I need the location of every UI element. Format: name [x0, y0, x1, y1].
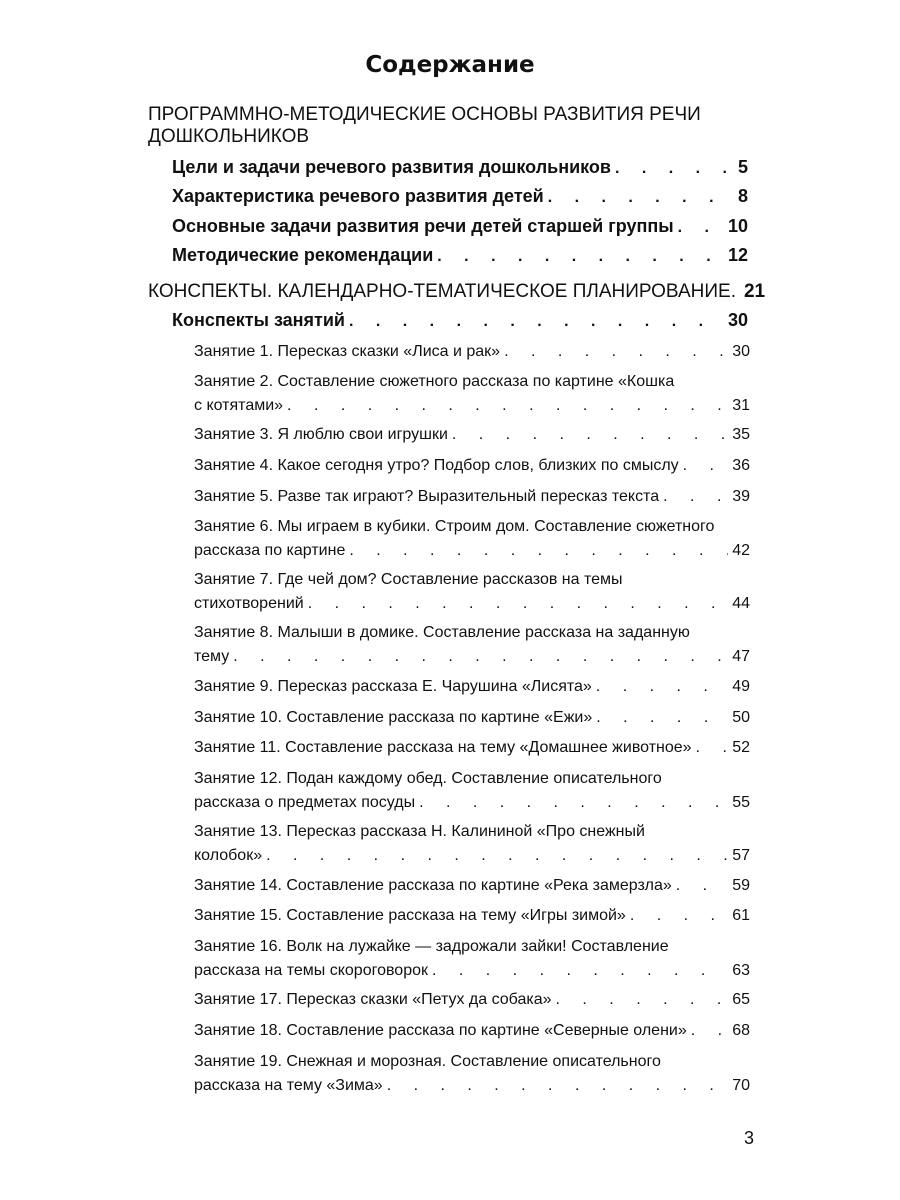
toc-page-number: 21 — [743, 281, 766, 302]
dot-leader — [696, 736, 729, 760]
dot-leader — [678, 216, 724, 240]
toc-section-heading[interactable]: ПРОГРАММНО-МЕТОДИЧЕСКИЕ ОСНОВЫ РАЗВИТИЯ РЕЧИ ДОШКОЛЬНИКОВ — [148, 104, 701, 147]
dot-leader — [452, 423, 728, 447]
toc-lesson-entry[interactable] — [194, 423, 750, 447]
toc-entry-title: Занятие 14. Составление рассказа по картине «Река замерзла» — [194, 877, 672, 894]
toc-entry[interactable] — [172, 308, 748, 334]
toc-lesson-entry[interactable] — [194, 874, 750, 898]
toc-page-number: 39 — [732, 488, 750, 505]
dot-leader — [419, 791, 728, 815]
toc-entry-title: тему — [194, 648, 230, 665]
toc-entry[interactable] — [172, 184, 748, 210]
toc-entry-title-line: Занятие 6. Мы играем в кубики. Строим дом. Составление сюжетного — [194, 518, 715, 535]
toc-lesson-entry[interactable] — [194, 736, 750, 760]
toc-entry-title: Занятие 9. Пересказ рассказа Е. Чарушина «Лисята» — [194, 678, 592, 695]
toc-entry[interactable] — [172, 243, 748, 269]
toc-entry-title: колобок» — [194, 847, 263, 864]
toc-lesson-entry[interactable] — [194, 485, 750, 509]
toc-page-number: 61 — [732, 907, 750, 924]
toc-page-number: 57 — [732, 847, 750, 864]
dot-leader — [437, 245, 724, 269]
toc-lesson-entry[interactable] — [194, 988, 750, 1012]
toc-page-number: 12 — [727, 245, 748, 265]
dot-leader — [308, 592, 729, 616]
toc-entry-title-line: Занятие 12. Подан каждому обед. Составление описательного — [194, 770, 662, 787]
dot-leader — [683, 454, 729, 478]
dot-leader — [504, 340, 728, 364]
toc-page-number: 50 — [732, 709, 750, 726]
toc-entry-title: с котятами» — [194, 397, 284, 414]
toc-entry-title: Цели и задачи речевого развития дошкольников — [172, 157, 611, 177]
toc-entry-title: рассказа о предметах посуды — [194, 794, 416, 811]
dot-leader — [615, 157, 734, 181]
toc-page-number: 47 — [732, 648, 750, 665]
toc-entry[interactable] — [172, 155, 748, 181]
toc-page-number: 55 — [732, 794, 750, 811]
dot-leader — [287, 394, 728, 418]
dot-leader — [676, 874, 728, 898]
toc-entry-title-line: Занятие 13. Пересказ рассказа Н. Калининой «Про снежный — [194, 823, 645, 840]
page-number: 3 — [744, 1128, 755, 1148]
dot-leader — [630, 904, 728, 928]
toc-entry-title: Методические рекомендации — [172, 245, 434, 265]
toc-page-number: 5 — [737, 157, 748, 177]
toc-entry-title: Занятие 17. Пересказ сказки «Петух да собака» — [194, 991, 552, 1008]
toc-page-number: 65 — [732, 991, 750, 1008]
dot-leader — [349, 539, 728, 563]
toc-page-number: 10 — [727, 216, 748, 236]
toc-lesson-entry[interactable] — [194, 515, 750, 563]
toc-entry-title: Занятие 18. Составление рассказа по картине «Северные олени» — [194, 1022, 687, 1039]
toc-page-number: 8 — [737, 186, 748, 206]
toc-page-number: 59 — [732, 877, 750, 894]
toc-page-number: 30 — [732, 343, 750, 360]
dot-leader — [349, 310, 724, 334]
toc-entry-title-line: Занятие 8. Малыши в домике. Составление рассказа на заданную — [194, 624, 690, 641]
toc-entry-title: КОНСПЕКТЫ. КАЛЕНДАРНО-ТЕМАТИЧЕСКОЕ ПЛАНИРОВАНИЕ. — [148, 281, 736, 302]
toc-lesson-entry[interactable] — [194, 935, 750, 983]
toc-page-number: 44 — [732, 595, 750, 612]
dot-leader — [432, 959, 728, 983]
dot-leader — [266, 844, 728, 868]
toc-lesson-entry[interactable] — [194, 454, 750, 478]
toc-lesson-entry[interactable] — [194, 568, 750, 616]
toc-page-number: 49 — [732, 678, 750, 695]
toc-entry-title: рассказа по картине — [194, 542, 346, 559]
toc-lesson-entry[interactable] — [194, 621, 750, 669]
dot-leader — [387, 1074, 729, 1098]
toc-page-number: 42 — [732, 542, 750, 559]
toc-page-number: 68 — [732, 1022, 750, 1039]
toc-lesson-entry[interactable] — [194, 1050, 750, 1098]
toc-entry-title: Характеристика речевого развития детей — [172, 186, 544, 206]
toc-entry-title: Конспекты занятий — [172, 310, 345, 330]
toc-lesson-entry[interactable] — [194, 675, 750, 699]
toc-entry-title: рассказа на темы скороговорок — [194, 962, 428, 979]
toc-entry-title: Занятие 5. Разве так играют? Выразительный пересказ текста — [194, 488, 660, 505]
toc-entry[interactable] — [172, 214, 748, 240]
toc-lesson-entry[interactable] — [194, 820, 750, 868]
toc-page-number: 35 — [732, 426, 750, 443]
toc-entry-title: Занятие 3. Я люблю свои игрушки — [194, 426, 448, 443]
toc-page-number: 36 — [732, 457, 750, 474]
dot-leader — [663, 485, 728, 509]
toc-entry-title: Занятие 1. Пересказ сказки «Лиса и рак» — [194, 343, 501, 360]
toc-page-number: 31 — [732, 397, 750, 414]
dot-leader — [596, 675, 728, 699]
toc-entry-title: Занятие 10. Составление рассказа по картине «Ежи» — [194, 709, 593, 726]
toc-entry-title: Основные задачи развития речи детей старшей группы — [172, 216, 674, 236]
toc-entry-title-line: Занятие 19. Снежная и морозная. Составление описательного — [194, 1053, 661, 1070]
toc-lesson-entry[interactable] — [194, 706, 750, 730]
toc-entry-title: Занятие 11. Составление рассказа на тему «Домашнее животное» — [194, 739, 692, 756]
toc-lesson-entry[interactable] — [194, 767, 750, 815]
toc-lesson-entry[interactable] — [194, 904, 750, 928]
toc-entry-title-line: Занятие 7. Где чей дом? Составление рассказов на темы — [194, 571, 623, 588]
toc-page-number: 63 — [732, 962, 750, 979]
toc-lesson-entry[interactable] — [194, 340, 750, 364]
toc-entry-title: стихотворений — [194, 595, 304, 612]
toc-page-number: 52 — [732, 739, 750, 756]
dot-leader — [691, 1019, 728, 1043]
dot-leader — [596, 706, 728, 730]
dot-leader — [233, 645, 728, 669]
toc-entry-title-line: Занятие 2. Составление сюжетного рассказа по картине «Кошка — [194, 373, 675, 390]
toc-entry-title-line: Занятие 16. Волк на лужайке — задрожали зайки! Составление — [194, 938, 669, 955]
dot-leader — [556, 988, 729, 1012]
toc-entry-title: рассказа на тему «Зима» — [194, 1077, 383, 1094]
toc-page-number: 70 — [732, 1077, 750, 1094]
toc-lesson-entry[interactable] — [194, 1019, 750, 1043]
toc-entry-title: Занятие 4. Какое сегодня утро? Подбор слов, близких по смыслу — [194, 457, 679, 474]
toc-section-heading[interactable] — [148, 280, 766, 305]
dot-leader — [548, 186, 734, 210]
toc-entry-title: Занятие 15. Составление рассказа на тему «Игры зимой» — [194, 907, 626, 924]
toc-lesson-entry[interactable] — [194, 370, 750, 418]
toc-page-number: 30 — [727, 310, 748, 330]
page-title: Содержание — [365, 52, 535, 78]
